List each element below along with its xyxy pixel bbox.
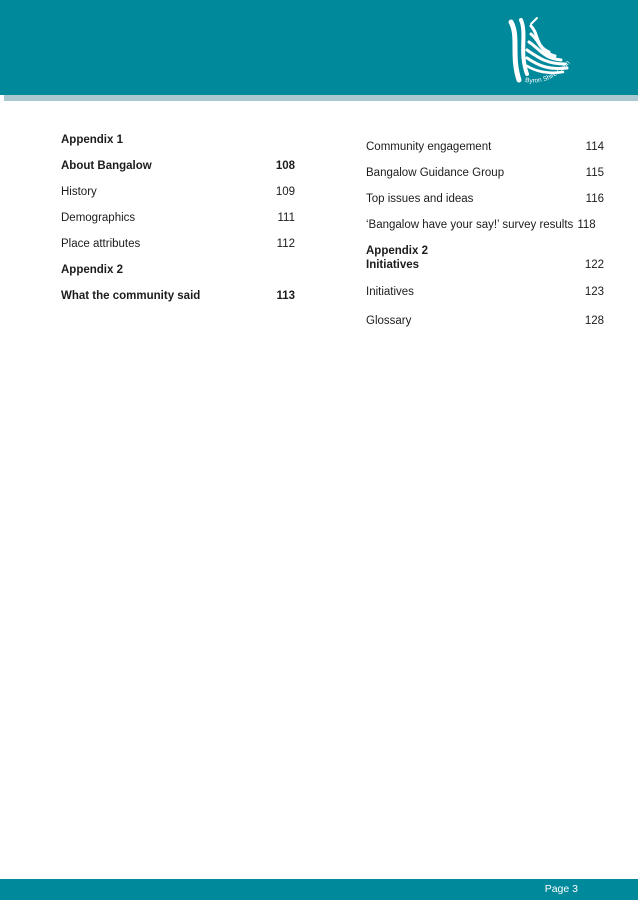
appendix-1-heading: Appendix 1 bbox=[61, 134, 123, 146]
toc-entry-page: 112 bbox=[276, 238, 295, 250]
appendix-2-heading-right: Appendix 2 bbox=[366, 245, 428, 257]
toc-entry-label: Glossary bbox=[366, 315, 412, 327]
toc-entry-community-engagement[interactable] bbox=[366, 140, 604, 154]
toc-entry-label: ‘Bangalow have your say!’ survey results bbox=[366, 219, 574, 231]
toc-entry-page: 111 bbox=[277, 212, 295, 224]
toc-entry-history[interactable] bbox=[61, 185, 295, 199]
toc-entry-page: 109 bbox=[275, 186, 295, 198]
toc-entry-about-bangalow[interactable] bbox=[61, 159, 295, 173]
header-shadow bbox=[4, 95, 638, 101]
toc-entry-top-issues-and-ideas[interactable] bbox=[366, 192, 604, 206]
toc-entry-label: History bbox=[61, 186, 97, 198]
toc-entry-page: 116 bbox=[585, 193, 604, 205]
toc-entry-glossary[interactable] bbox=[366, 314, 604, 328]
toc-entry-label: Place attributes bbox=[61, 238, 141, 250]
byron-shire-council-logo-icon bbox=[505, 16, 585, 90]
toc-entry-page: 113 bbox=[276, 290, 295, 302]
toc-entry-page: 123 bbox=[584, 286, 604, 298]
toc-left-column bbox=[61, 133, 295, 303]
toc-entry-survey-results[interactable] bbox=[366, 218, 604, 232]
toc-entry-page: 118 bbox=[577, 219, 596, 231]
toc-entry-page: 114 bbox=[585, 141, 604, 153]
toc-entry-label: Initiatives bbox=[366, 259, 420, 271]
toc-entry-label: Bangalow Guidance Group bbox=[366, 167, 505, 179]
toc-entry-initiatives[interactable] bbox=[366, 285, 604, 299]
logo-text: Byron Shire Coun bbox=[524, 59, 572, 85]
footer-band bbox=[0, 879, 638, 900]
toc-entry-initiatives-heading[interactable] bbox=[366, 258, 604, 272]
toc-entry-label: Top issues and ideas bbox=[366, 193, 474, 205]
toc-entry-page: 108 bbox=[275, 160, 295, 172]
toc-entry-label: What the community said bbox=[61, 290, 201, 302]
toc-entry-label: Initiatives bbox=[366, 286, 414, 298]
toc-entry-place-attributes[interactable] bbox=[61, 237, 295, 251]
toc-entry-label: Community engagement bbox=[366, 141, 492, 153]
toc-entry-page: 128 bbox=[584, 315, 604, 327]
toc-entry-bangalow-guidance-group[interactable] bbox=[366, 166, 604, 180]
toc-right-column bbox=[366, 140, 604, 328]
toc-entry-page: 122 bbox=[584, 259, 604, 271]
toc-entry-what-the-community-said[interactable] bbox=[61, 289, 295, 303]
page-number: Page 3 bbox=[544, 883, 578, 895]
toc-entry-page: 115 bbox=[585, 167, 604, 179]
appendix-2-heading: Appendix 2 bbox=[61, 264, 123, 276]
toc-entry-demographics[interactable] bbox=[61, 211, 295, 225]
toc-entry-label: Demographics bbox=[61, 212, 136, 224]
toc-entry-label: About Bangalow bbox=[61, 160, 152, 172]
